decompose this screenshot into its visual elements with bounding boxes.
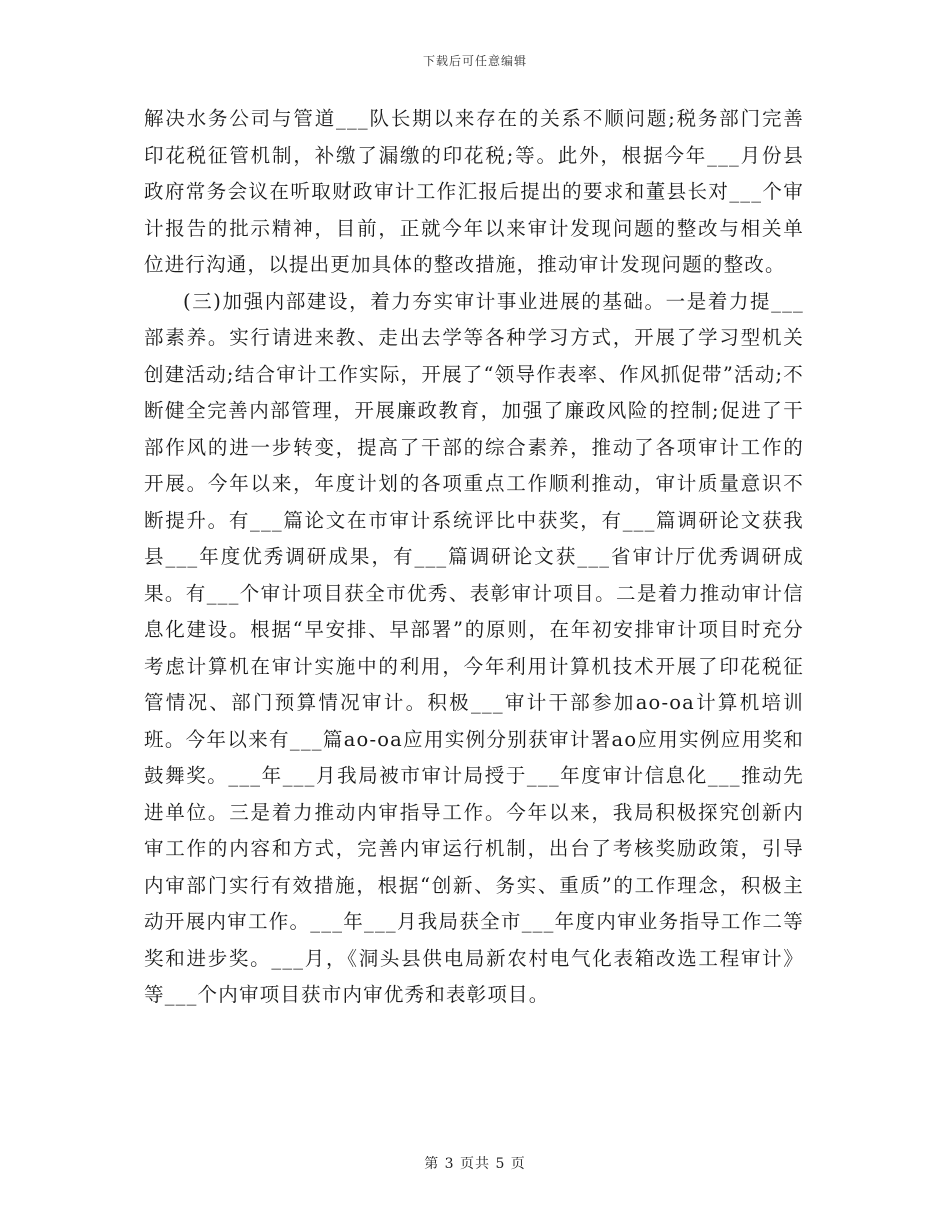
paragraph-continuation: 解决水务公司与管道___队长期以来存在的关系不顺问题;税务部门完善印花税征管机制，补缴了漏缴的印花税;等。此外，根据今年___月份县政府常务会议在听取财政审计工作汇报后提出的要求和董县长对___个审计报告的批示精神，目前，正就今年以来审计发现问题的整改与相关单位进行沟通，以提出更加具体的整改措施，推动审计发现问题的整改。 <box>144 107 804 276</box>
paragraph-internal-construction: (三)加强内部建设，着力夯实审计事业进展的基础。一是着力提___部素养。实行请进来教、走出去学等各种学习方式，开展了学习型机关创建活动;结合审计工作实际，开展了“领导作表率、作风抓促带”活动;不断健全完善内部管理，开展廉政教育，加强了廉政风险的控制;促进了干部作风的进一步转变，提高了干部的综合素养，推动了各项审计工作的开展。今年以来，年度计划的各项重点工作顺利推动，审计质量意识不断提升。有___篇论文在市审计系统评比中获奖，有___篇调研论文获我县___年度优秀调研成果，有___篇调研论文获___省审计厅优秀调研成果。有___个审计项目获全市优秀、表彰审计项目。二是着力推动审计信息化建设。根据“早安排、早部署”的原则，在年初安排审计项目时充分考虑计算机在审计实施中的利用，今年利用计算机技术开展了印花税征管情况、部门预算情况审计。积极___审计干部参加ao-oa计算机培训班。今年以来有___篇ao-oa应用实例分别获审计署ao应用实例应用奖和鼓舞奖。___年___月我局被市审计局授于___年度审计信息化___推动先进单位。三是着力推动内审指导工作。今年以来，我局积极探究创新内审工作的内容和方式，完善内审运行机制，出台了考核奖励政策，引导内审部门实行有效措施，根据“创新、务实、重质”的工作理念，积极主动开展内审工作。___年___月我局获全市___年度内审业务指导工作二等奖和进步奖。___月，《洞头县供电局新农村电气化表箱改选工程审计》等___个内审项目获市内审优秀和表彰项目。 <box>144 289 804 1006</box>
page-number-footer: 第 3 页共 5 页 <box>424 1156 526 1172</box>
document-body <box>144 101 804 1014</box>
page-header: 下载后可任意编辑 <box>422 54 527 68</box>
